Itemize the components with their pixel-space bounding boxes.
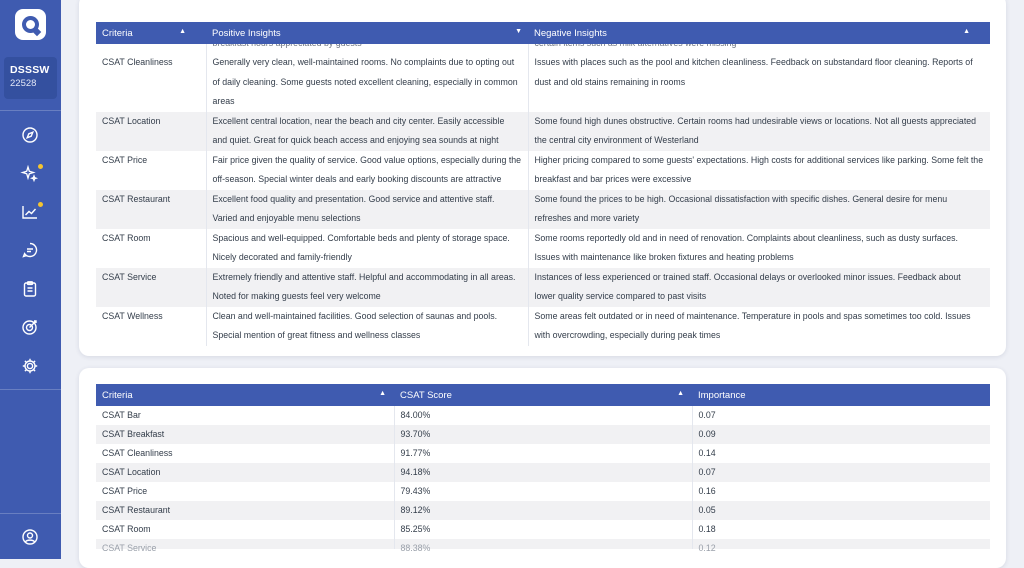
table-row[interactable] xyxy=(96,520,990,539)
cell-criteria: CSAT Room xyxy=(102,232,151,243)
cell-importance: 0.12 xyxy=(698,543,716,553)
cell-criteria: CSAT Cleanliness xyxy=(102,57,173,67)
insights-table xyxy=(96,22,990,346)
sidebar-divider xyxy=(0,110,61,111)
clipboard-icon[interactable] xyxy=(21,280,39,298)
table-row[interactable] xyxy=(96,112,990,151)
cell-criteria: CSAT Cleanliness xyxy=(102,448,173,458)
cell-importance: 0.05 xyxy=(698,505,716,515)
cell-score: 89.12% xyxy=(400,505,431,515)
cell-criteria: CSAT Breakfast xyxy=(102,429,165,439)
cell-importance: 0.07 xyxy=(698,410,716,420)
cell-score: 93.70% xyxy=(400,429,431,439)
table-row[interactable] xyxy=(96,229,990,268)
cell-negative: Issues with places such as the pool and kitchen cleanliness. Feedback on substandard floor cleaning. Reports of dust and old stains remaining in rooms xyxy=(534,57,973,87)
table-row xyxy=(96,44,990,53)
cell-score: 91.77% xyxy=(400,448,431,458)
scores-card xyxy=(79,368,1006,568)
cell-criteria: CSAT Room xyxy=(102,524,151,534)
cell-criteria: CSAT Service xyxy=(102,271,157,282)
table-row[interactable] xyxy=(96,151,990,190)
user-circle-icon[interactable] xyxy=(21,528,39,546)
table-row[interactable] xyxy=(96,406,990,425)
cell-importance: 0.14 xyxy=(698,448,716,458)
column-header-label: Importance xyxy=(698,389,746,401)
column-header-negative[interactable] xyxy=(528,22,990,44)
cell-negative: Some found high dunes obstructive. Certain rooms had undesirable views or locations. Not all guests appreciated the central city environment of Westerland xyxy=(534,115,977,145)
sidebar-divider xyxy=(0,389,61,390)
sort-asc-icon[interactable]: ▲ xyxy=(677,390,684,397)
notification-dot xyxy=(38,164,43,169)
chat-logo-icon xyxy=(22,16,39,33)
table-row[interactable] xyxy=(96,53,990,112)
cell-positive: Generally very clean, well-maintained rooms. No complaints due to opting out of daily cleaning. Some guests noted excellent cleaning, especially in common areas xyxy=(212,57,518,106)
column-header-label: Criteria xyxy=(102,389,133,401)
cell-importance: 0.18 xyxy=(698,524,716,534)
column-header-importance[interactable] xyxy=(692,384,990,406)
settings-icon[interactable] xyxy=(21,357,39,375)
cell-negative: Some areas felt outdated or in need of maintenance. Temperature in pools and spas sometimes too cold. Issues with overcrowding, especially during peak times xyxy=(534,310,971,340)
table-row[interactable] xyxy=(96,268,990,307)
cell-criteria: CSAT Bar xyxy=(102,410,141,420)
sidebar-divider xyxy=(0,513,61,514)
cell-criteria: CSAT Location xyxy=(102,467,161,477)
cell-positive: Extremely friendly and attentive staff. Helpful and accommodating in all areas. Noted for making guests feel very welcome xyxy=(212,271,516,301)
cell-positive: Excellent food quality and presentation. Good service and attentive staff. Varied and enjoyable menu selections xyxy=(212,193,495,223)
cell-criteria: CSAT Price xyxy=(102,486,148,496)
table-row[interactable] xyxy=(96,539,990,549)
cell-positive: Excellent central location, near the beach and city center. Easily accessible and quiet. Great for quick beach access and enjoying sea sounds at night xyxy=(212,115,505,145)
account-number: 22528 xyxy=(10,78,37,89)
target-icon[interactable] xyxy=(21,318,39,336)
cell-criteria: CSAT Restaurant xyxy=(102,193,171,204)
cell-score: 88.38% xyxy=(400,543,431,553)
column-header-positive[interactable] xyxy=(206,22,528,44)
column-header-label: Criteria xyxy=(102,27,133,39)
cell-importance: 0.07 xyxy=(698,467,716,477)
table-row[interactable] xyxy=(96,482,990,501)
column-header-score[interactable] xyxy=(394,384,692,406)
sort-asc-icon[interactable]: ▲ xyxy=(179,28,186,35)
cell-negative: Some found the prices to be high. Occasional dissatisfaction with specific dishes. General desire for menu refreshes and more variety xyxy=(534,193,948,223)
table-row[interactable] xyxy=(96,463,990,482)
cell-criteria: CSAT Price xyxy=(102,154,148,165)
sort-desc-icon[interactable]: ▼ xyxy=(515,28,522,35)
cell-negative: Some rooms reportedly old and in need of renovation. Complaints about cleanliness, such as dusty surfaces. Issues with maintenance like broken fixtures and heating problems xyxy=(534,232,958,262)
table-row[interactable] xyxy=(96,307,990,346)
column-header-label: CSAT Score xyxy=(400,389,452,401)
cell-score: 94.18% xyxy=(400,467,431,477)
table-row[interactable] xyxy=(96,444,990,463)
column-header-label: Negative Insights xyxy=(534,27,607,39)
column-header-label: Positive Insights xyxy=(212,27,281,39)
chat-bubble-icon[interactable] xyxy=(21,241,39,259)
column-header-criteria[interactable] xyxy=(96,22,206,44)
notification-dot xyxy=(38,202,43,207)
cell-positive: Spacious and well-equipped. Comfortable beds and plenty of storage space. Nicely decorated and family-friendly xyxy=(212,232,510,262)
account-switcher[interactable] xyxy=(4,57,57,99)
cell-score: 84.00% xyxy=(400,410,431,420)
cell-criteria: CSAT Wellness xyxy=(102,310,163,321)
scores-table xyxy=(96,384,990,553)
insights-card xyxy=(79,0,1006,356)
sparkles-icon[interactable] xyxy=(21,164,39,182)
sort-asc-icon[interactable]: ▲ xyxy=(379,390,386,397)
table-row[interactable] xyxy=(96,501,990,520)
cell-score: 79.43% xyxy=(400,486,431,496)
trend-chart-icon[interactable] xyxy=(21,203,39,221)
cell-positive: Clean and well-maintained facilities. Good selection of saunas and pools. Special mention of great fitness and wellness classes xyxy=(212,310,498,340)
cell-positive: Fair price given the quality of service. Good value options, especially during the off-season. Special winter deals and early booking discounts are attractive xyxy=(212,154,522,184)
table-row[interactable] xyxy=(96,425,990,444)
cell-score: 85.25% xyxy=(400,524,431,534)
sidebar xyxy=(0,0,61,559)
app-logo[interactable] xyxy=(15,9,46,40)
cell-negative: Higher pricing compared to some guests' expectations. High costs for additional services like parking. Some felt the breakfast and bar prices were excessive xyxy=(534,154,984,184)
sort-asc-icon[interactable]: ▲ xyxy=(963,28,970,35)
compass-icon[interactable] xyxy=(21,126,39,144)
cell-criteria: CSAT Location xyxy=(102,115,161,126)
cell-importance: 0.09 xyxy=(698,429,716,439)
account-code: DSSSW xyxy=(10,64,50,76)
cell-importance: 0.16 xyxy=(698,486,716,496)
cell-criteria: CSAT Service xyxy=(102,543,157,553)
cell-negative: Instances of less experienced or trained staff. Occasional delays or overlooked minor issues. Feedback about lower quality service compared to past visits xyxy=(534,271,961,301)
cell-criteria: CSAT Restaurant xyxy=(102,505,171,515)
column-header-criteria[interactable] xyxy=(96,384,394,406)
table-row[interactable] xyxy=(96,190,990,229)
